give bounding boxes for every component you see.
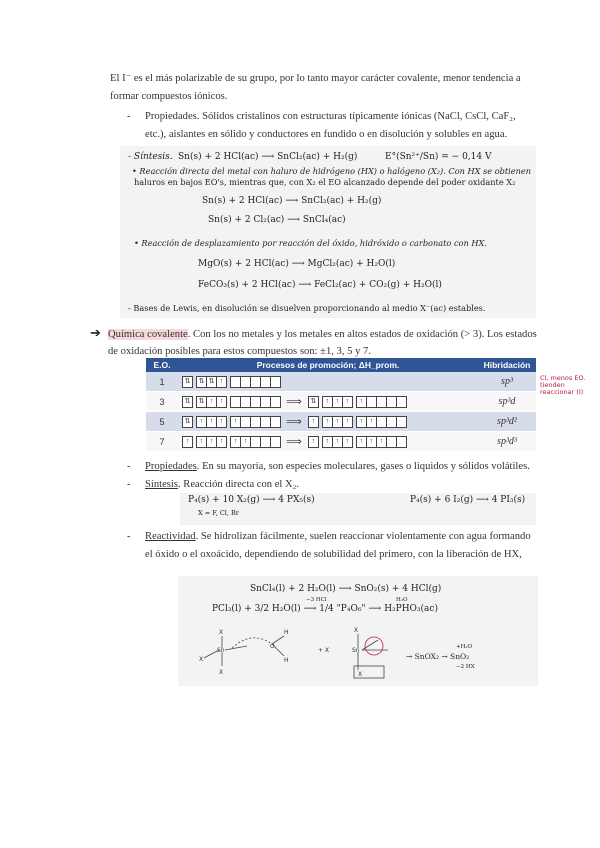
intro-line-2: formar compuestos iónicos. (110, 91, 228, 102)
sintesis2-text: . Reacción directa con el X₂. (177, 479, 300, 490)
scanned-excerpt-1 (120, 146, 536, 318)
propiedades-label: Propiedades (145, 111, 197, 122)
table-header-row (146, 358, 536, 372)
bullet-direct-reaction-cont: haluros en bajos EO's, mientras que, con X₂ el EO alcanzado depende del poder oxidante X₂ (134, 177, 516, 187)
intro-line-1: El I⁻ es el más polarizable de su grupo, por lo tanto mayor carácter covalente, menor tendencia a (110, 73, 521, 84)
sintesis2-label: Síntesis (145, 479, 178, 490)
standard-potential: E°(Sn²⁺/Sn) = − 0,14 V (385, 152, 492, 162)
equation-a-note: X = F, Cl, Br (198, 509, 239, 517)
equation-4: FeCO₃(s) + 2 HCl(ac) ⟶ FeCl₂(ac) + CO₂(g) + H₂O(l) (198, 280, 442, 290)
hydrolysis-equation-1: SnCl₄(l) + 2 H₂O(l) ⟶ SnO₂(s) + 4 HCl(g) (250, 584, 442, 594)
table-row (146, 412, 536, 432)
quimica-covalente-label: Química covalente (108, 329, 188, 340)
handwritten-note: Cl, menos EO. tienden reaccionar (I) (540, 374, 586, 396)
hydrolysis-mechanism-diagram (192, 626, 442, 684)
eo-cell: 5 (146, 412, 178, 432)
orbital-diagram: ⇅ ⇅ ↑ ↑ ⟹ ⇅ ↑ ↑ ↑ ↑ (178, 392, 478, 412)
svg-text:Sn: Sn (352, 647, 360, 654)
equation-2: Sn(s) + 2 Cl₂(ac) ⟶ SnCl₄(ac) (208, 215, 346, 225)
svg-text:X: X (358, 671, 363, 678)
equation-a: P₄(s) + 10 X₂(g) ⟶ 4 PX₅(s) (188, 495, 315, 505)
eo-cell: 7 (146, 432, 178, 452)
svg-text:H: H (284, 657, 289, 664)
propiedades-line (145, 108, 516, 126)
equation-1: Sn(s) + 2 HCl(ac) ⟶ SnCl₂(ac) + H₂(g) (202, 196, 382, 206)
lewis-bases-line: - Bases de Lewis, en disolución se disuelven proporcionando al medio X⁻(ac) estables. (128, 303, 486, 313)
table-row (146, 372, 536, 392)
hibridacion-cell: sp³d (478, 392, 536, 412)
scanned-excerpt-2 (180, 493, 536, 525)
svg-text:X: X (219, 629, 224, 636)
hibridacion-cell: sp³d³ (478, 432, 536, 452)
propiedades-line-2: etc.), aislantes en sólido y conductores en fundido o en disolución y solubles en agua. (145, 129, 508, 140)
orbital-diagram: ⇅ ↑ ↑ ↑ ↑ ⟹ ↑ ↑ ↑ ↑ ↑ ↑ (178, 412, 478, 432)
hydrolysis-equation-2: PCl₃(l) + 3/2 H₂O(l) ⟶ 1/4 "P₄O₆" ⟶ H₂PHO₃(ac) (212, 604, 438, 614)
reactividad-label: Reactividad (145, 531, 196, 542)
implies-arrow-icon: ⟹ (286, 396, 302, 408)
dash: - (127, 531, 131, 542)
eo-cell: 1 (146, 372, 178, 392)
propiedades-text: . Sólidos cristalinos con estructuras típicamente iónicas (NaCl, CsCl, CaF₂, (196, 111, 516, 122)
svg-text:Sn: Sn (217, 647, 225, 654)
svg-text:X: X (219, 669, 224, 676)
header-procesos: Procesos de promoción; ΔH_prom. (178, 358, 478, 372)
svg-text:X: X (354, 627, 359, 634)
eo-cell: 3 (146, 392, 178, 412)
dash: - (127, 111, 131, 122)
table-row (146, 392, 536, 412)
covalente-line-2: de oxidación posibles para estos compuestos son: ±1, 3, 5 y 7. (108, 346, 371, 357)
covalente-text: . Con los no metales y los metales en altos estados de oxidación (> 3). Los estados (187, 329, 537, 340)
bullet-displacement: • Reacción de desplazamiento por reacción del óxido, hidróxido o carbonato con HX. (134, 238, 487, 248)
orbital-diagram: ⇅ ⇅ ⇅ ↑ (178, 372, 478, 392)
scanned-excerpt-3 (178, 576, 538, 686)
dash: - (127, 461, 131, 472)
bullet-direct-reaction: • Reacción directa del metal con haluro de hidrógeno (HX) o halógeno (X₂). Con HX se obtienen (132, 166, 532, 176)
propiedades2-text: . En su mayoría, son especies moleculares, gases o líquidos y sólidos volátiles. (196, 461, 530, 472)
implies-arrow-icon: ⟹ (286, 416, 302, 428)
header-eo: E.O. (146, 358, 178, 372)
sintesis2-line (145, 476, 299, 494)
svg-text:H: H (284, 629, 289, 636)
orbital-diagram: ↑ ↑ ↑ ↑ ↑ ↑ ⟹ ↑ ↑ ↑ ↑ ↑ ↑ ↑ (178, 432, 478, 452)
header-hibridacion: Hibridación (478, 358, 536, 372)
reagent-label-b: H₂O (396, 597, 408, 603)
svg-text:X: X (199, 656, 204, 663)
table-row (146, 432, 536, 452)
reactividad-line (145, 528, 531, 546)
reactividad-line-2: el óxido o el oxoácido, dependiendo de solubilidad del primero, con la liberación de HX, (145, 549, 522, 560)
reactividad-text: . Se hidrolizan fácilmente, suelen reaccionar violentamente con agua formando (195, 531, 531, 542)
promotion-table (146, 358, 536, 452)
arrow-bullet-icon: ➔ (90, 325, 101, 340)
mechanism-products: → SnOX₂ → SnO₂ (406, 652, 470, 661)
reagent-label-a: −3 HCl (306, 597, 327, 603)
dash: - (127, 479, 131, 490)
equation-3: MgO(s) + 2 HCl(ac) ⟶ MgCl₂(ac) + H₂O(l) (198, 259, 396, 269)
mechanism-reagent-a: +H₂O (456, 644, 473, 650)
hibridacion-cell: sp³d² (478, 412, 536, 432)
propiedades2-line (145, 458, 530, 476)
equation-b: P₄(s) + 6 I₂(g) ⟶ 4 PI₃(s) (410, 495, 526, 505)
implies-arrow-icon: ⟹ (286, 436, 302, 448)
propiedades2-label: Propiedades (145, 461, 197, 472)
svg-text:O: O (270, 643, 275, 650)
hibridacion-cell: sp³ (478, 372, 536, 392)
sintesis-equation: Sn(s) + 2 HCl(ac) ⟶ SnCl₂(ac) + H₂(g) (178, 152, 358, 162)
mechanism-reagent-b: −2 HX (456, 664, 475, 670)
covalente-line (108, 326, 537, 344)
sintesis-label: - Síntesis. (128, 152, 173, 162)
svg-text:+ X: + X (318, 647, 330, 654)
